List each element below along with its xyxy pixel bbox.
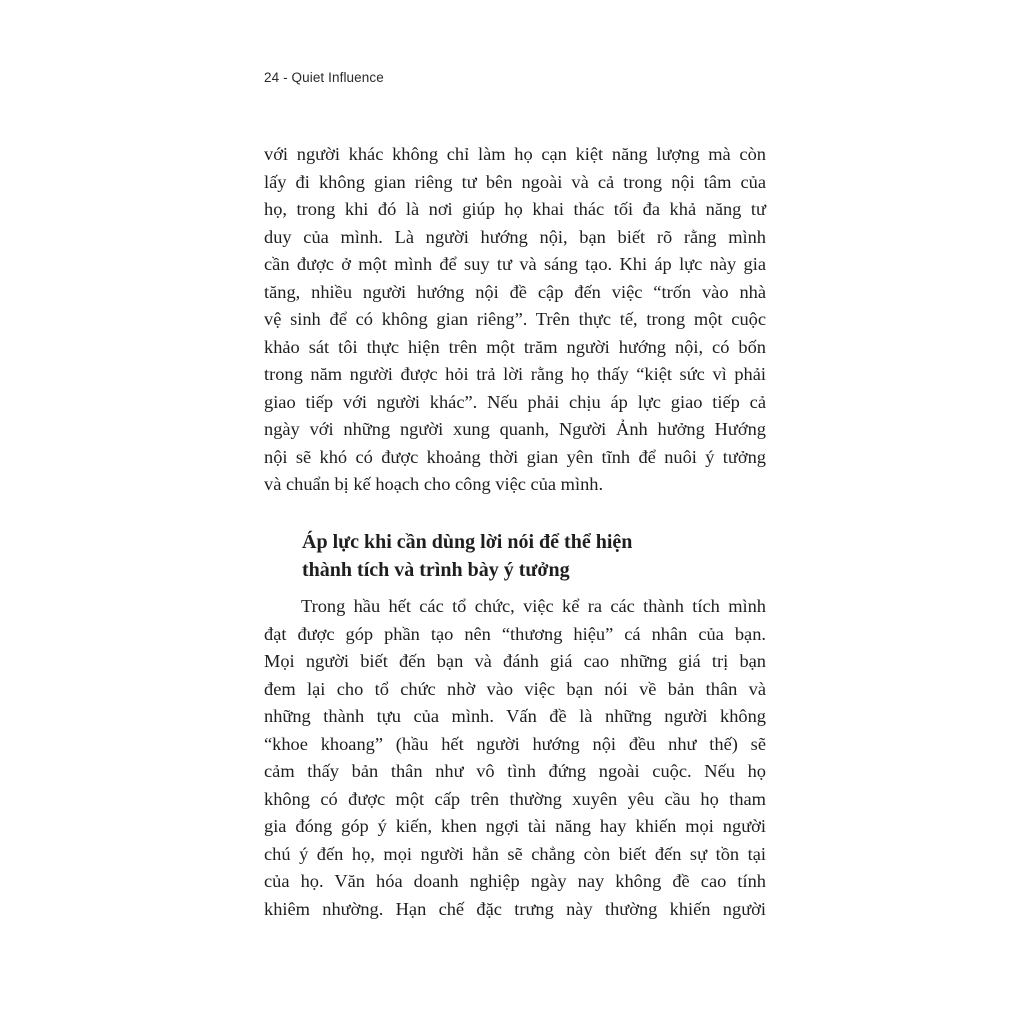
- text-line: ngày với những người xung quanh, Người Ảnh hưởng Hướng: [264, 419, 766, 439]
- text-line: giao tiếp với người khác”. Nếu phải chịu áp lực giao tiếp cả: [264, 391, 766, 412]
- text-line: khảo sát tôi thực hiện trên một trăm người hướng nội, có bốn: [264, 336, 766, 357]
- body-paragraph-1: [264, 141, 766, 499]
- text-line: không có được một cấp trên thường xuyên yêu cầu họ tham: [264, 788, 766, 809]
- text-line: Mọi người biết đến bạn và đánh giá cao những giá trị bạn: [264, 651, 766, 671]
- heading-line: Áp lực khi cần dùng lời nói để thể hiện: [302, 531, 633, 553]
- text-line: cảm thấy bản thân như vô tình đứng ngoài cuộc. Nếu họ: [264, 761, 766, 781]
- body-paragraph-2: [264, 593, 766, 923]
- text-line: lấy đi không gian riêng tư bên ngoài và cả trong nội tâm của: [264, 171, 766, 192]
- text-line: “khoe khoang” (hầu hết người hướng nội đều như thế) sẽ: [264, 733, 766, 754]
- text-line: chú ý đến họ, mọi người hẳn sẽ chẳng còn biết đến sự tồn tại: [264, 843, 766, 864]
- text-line: tăng, nhiều người hướng nội đề cập đến việc “trốn vào nhà: [264, 281, 766, 302]
- text-line: khiêm nhường. Hạn chế đặc trưng này thường khiến người: [264, 898, 766, 919]
- text-line: gia đóng góp ý kiến, khen ngợi tài năng hay khiến mọi người: [264, 816, 766, 836]
- text-line: đạt được góp phần tạo nên “thương hiệu” cá nhân của bạn.: [264, 623, 766, 644]
- section-heading: [302, 528, 742, 584]
- text-line: những thành tựu của mình. Vấn đề là những người không: [264, 706, 766, 726]
- text-line: nội sẽ khó có được khoảng thời gian yên tĩnh để nuôi ý tưởng: [264, 446, 766, 467]
- text-line: đem lại cho tổ chức nhờ vào việc bạn nói về bản thân và: [264, 678, 766, 699]
- text-line: Trong hầu hết các tổ chức, việc kể ra các thành tích mình: [301, 596, 766, 616]
- text-line: của họ. Văn hóa doanh nghiệp ngày nay không đề cao tính: [264, 871, 766, 891]
- text-line: với người khác không chỉ làm họ cạn kiệt năng lượng mà còn: [264, 144, 766, 164]
- text-line: cần được ở một mình để suy tư và sáng tạo. Khi áp lực này gia: [264, 254, 766, 274]
- text-line: và chuẩn bị kế hoạch cho công việc của mình.: [264, 474, 604, 494]
- text-line: vệ sinh để có không gian riêng”. Trên thực tế, trong một cuộc: [264, 309, 766, 329]
- text-line: họ, trong khi đó là nơi giúp họ khai thác tối đa khả năng tư: [264, 199, 766, 219]
- running-header: 24 - Quiet Influence: [264, 70, 384, 85]
- text-line: duy của mình. Là người hướng nội, bạn biết rõ rằng mình: [264, 226, 766, 247]
- heading-line: thành tích và trình bày ý tưởng: [302, 559, 570, 581]
- text-line: trong năm người được hỏi trả lời rằng họ thấy “kiệt sức vì phải: [264, 364, 766, 384]
